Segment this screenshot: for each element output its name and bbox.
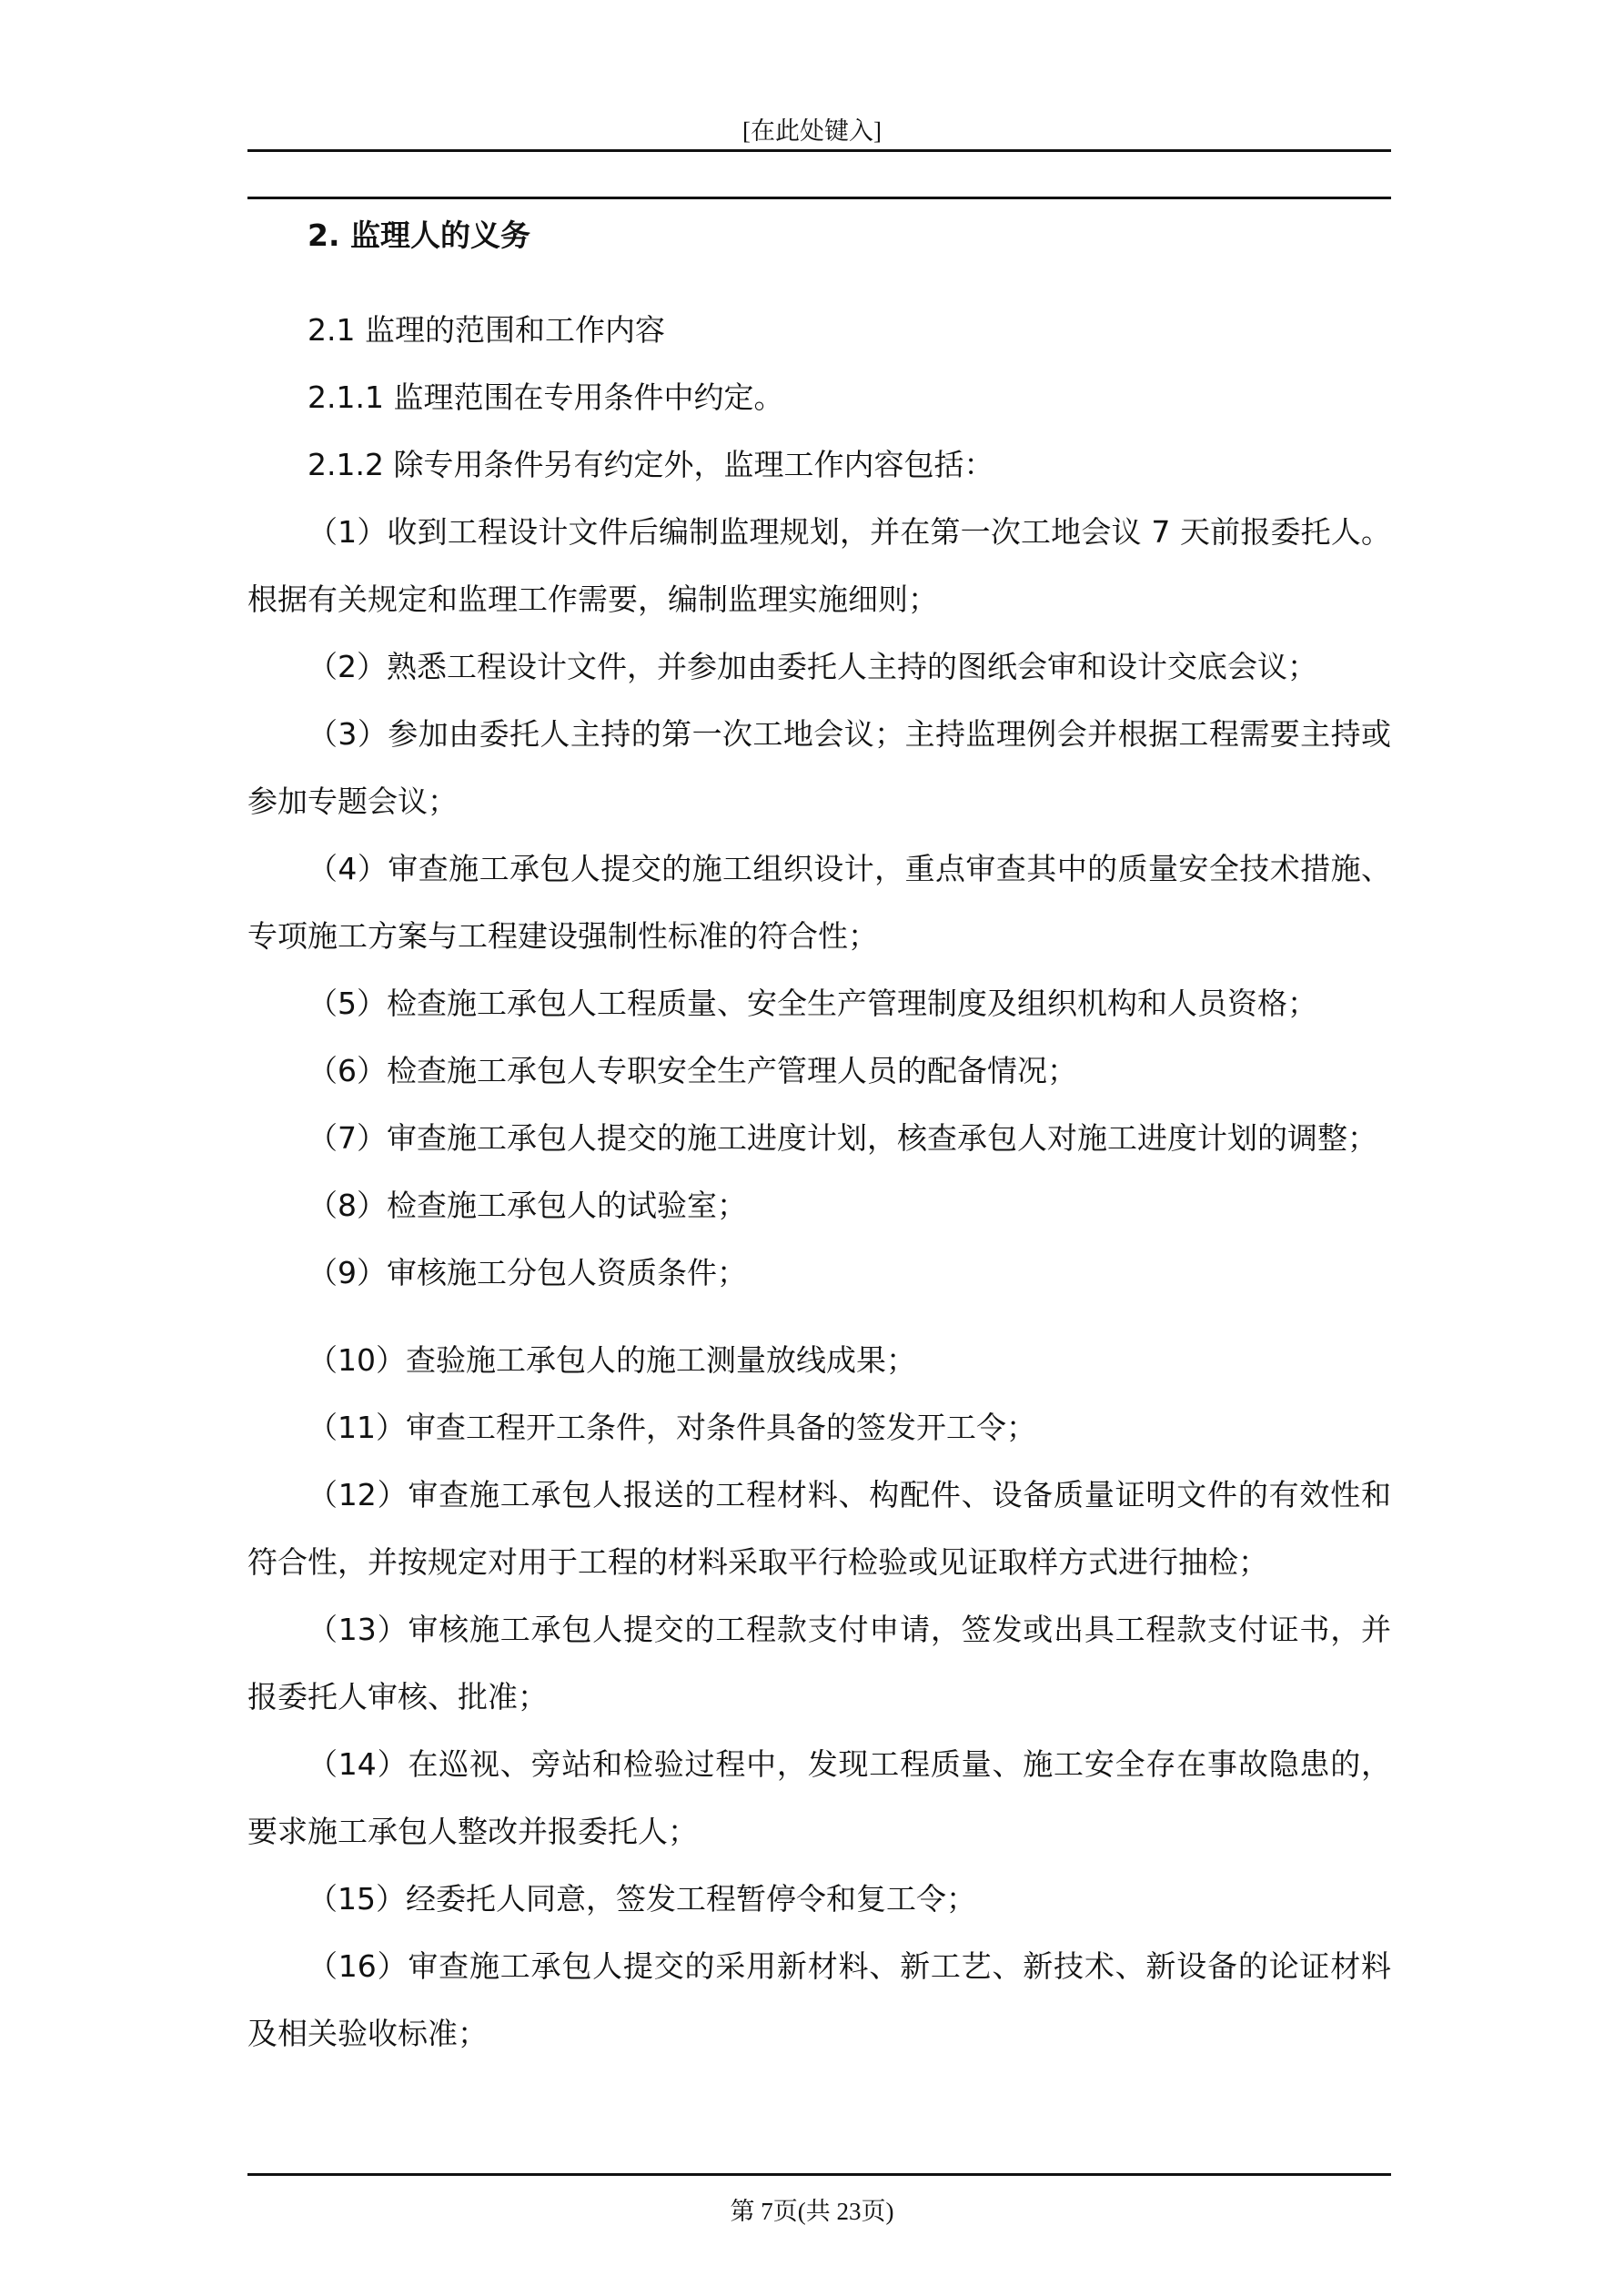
- section-title: 2. 监理人的义务: [308, 217, 530, 253]
- list-item-15: （15）经委托人同意，签发工程暂停令和复工令；: [308, 1881, 976, 1917]
- paragraph-2-1-2: 2.1.2 除专用条件另有约定外，监理工作内容包括：: [308, 447, 994, 482]
- list-item-16: （16）审查施工承包人提交的采用新材料、新工艺、新技术、新设备的论证材料及相关验收标准；: [247, 1948, 1391, 2051]
- paragraph-2-1-1: 2.1.1 监理范围在专用条件中约定。: [308, 379, 784, 415]
- list-item-8: （8）检查施工承包人的试验室；: [308, 1188, 747, 1223]
- list-item-7: （7）审查施工承包人提交的施工进度计划，核查承包人对施工进度计划的调整；: [308, 1120, 1377, 1156]
- paragraph-2-1: 2.1 监理的范围和工作内容: [308, 312, 665, 348]
- list-item-11: （11）审查工程开工条件，对条件具备的签发开工令；: [308, 1410, 1036, 1445]
- list-item-13: （13）审核施工承包人提交的工程款支付申请，签发或出具工程款支付证书，并报委托人审核、批准；: [247, 1612, 1391, 1714]
- list-item-6: （6）检查施工承包人专职安全生产管理人员的配备情况；: [308, 1053, 1077, 1088]
- list-item-10: （10）查验施工承包人的施工测量放线成果；: [308, 1342, 916, 1378]
- page-footer: 第 7页(共 23页): [730, 2198, 894, 2225]
- document-body: [247, 202, 1391, 2068]
- page-header: [在此处键入]: [742, 117, 882, 145]
- list-item-1: （1）收到工程设计文件后编制监理规划，并在第一次工地会议 7 天前报委托人。根据有关规定和监理工作需要，编制监理实施细则；: [247, 514, 1391, 617]
- list-item-3: （3）参加由委托人主持的第一次工地会议；主持监理例会并根据工程需要主持或参加专题会议；: [247, 716, 1391, 819]
- header-rule: [247, 149, 1391, 152]
- list-item-14: （14）在巡视、旁站和检验过程中，发现工程质量、施工安全存在事故隐患的，要求施工承包人整改并报委托人；: [247, 1746, 1391, 1849]
- list-item-12: （12）审查施工承包人报送的工程材料、构配件、设备质量证明文件的有效性和符合性，并按规定对用于工程的材料采取平行检验或见证取样方式进行抽检；: [247, 1477, 1391, 1580]
- list-item-4: （4）审查施工承包人提交的施工组织设计，重点审查其中的质量安全技术措施、专项施工方案与工程建设强制性标准的符合性；: [247, 851, 1391, 954]
- list-item-2: （2）熟悉工程设计文件，并参加由委托人主持的图纸会审和设计交底会议；: [308, 649, 1317, 684]
- list-item-9: （9）审核施工分包人资质条件；: [308, 1255, 747, 1290]
- footer-rule: [247, 2173, 1391, 2176]
- content-top-rule: [247, 197, 1391, 199]
- list-item-5: （5）检查施工承包人工程质量、安全生产管理制度及组织机构和人员资格；: [308, 986, 1317, 1021]
